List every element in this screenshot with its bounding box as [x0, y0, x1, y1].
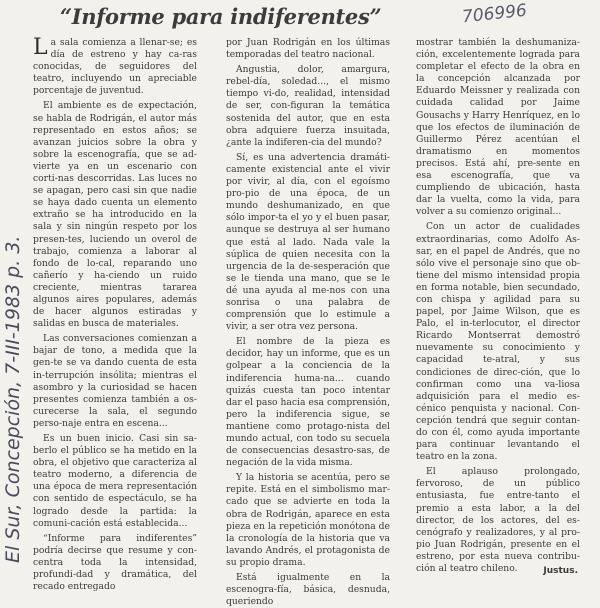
author-signature: Justus.: [543, 566, 578, 576]
article-title: “Informe para indiferentes”: [60, 4, 382, 29]
article-column-1: [33, 37, 197, 593]
article-column-3: [416, 37, 580, 575]
paragraph: El ambiente es de expectación, se habla de Rodrigán, el autor más representado en estos años; se avanzan juicios sobre la obra y sobre la escenografía, que se ad-vierte ya en un escenario con corti-nas descorridas. Las luces no se apagan, pero casi sin que nadie se haya dado cuenta un elemento extraño se ha introducido en la sala y sin ningún respeto por los presen-tes, luciendo un overol de trabajo, comienza a laborar al fondo de lo-cal, reparando uno cañerío y ha-ciendo un ruido creciente, mientras tararea algunos aires populares, además de hacer algunos estiradas y salidas en busca de materiales.: [33, 100, 197, 330]
paragraph: El aplauso prolongado, fervoroso, de un público entusiasta, fue entre-tanto el premio a esta labor, a la del director, de los actores, del es-cenógrafo y realizadores, y al pro-pio Juan Rodrigán, presente en el estreno, por esta nueva contribu-ción al teatro chileno.: [416, 466, 580, 575]
paragraph: por Juan Rodrigán en los últimas temporadas del teatro nacional.: [226, 37, 390, 61]
drop-cap: L: [33, 35, 48, 60]
paragraph: Es un buen inicio. Casi sin sa-berlo el público se ha metido en la obra, el objetivo que caracteriza al teatro moderno, a diferencia de una época de mera representación con sentido de espectáculo, se ha logrado desde la partida: la comuni-cación está establecida...: [33, 433, 197, 529]
paragraph: Sí, es una advertencia dramáti-camente existencial ante el vivir por vivir, al día, con el egoísmo pro-pio de una época, de un mundo deshumanizado, en que sólo impor-ta el yo y el buen pasar, aunque se destruya al ser humano que está al lado. Nada vale la súplica de quien necesita con la urgencia de la de-sesperación que se le tienda una mano, que se le dé una ayuda al me-nos con una sonrisa o una palabra de comprensión que lo estimule a vivir, a ser otra vez persona.: [226, 151, 390, 333]
paragraph: La sala comienza a llenar-se; es día de estreno y hay ca-ras conocidas, de seguidores del teatro, incluyendo un apreciable porcentaje de juventud.: [33, 35, 197, 97]
paragraph: El nombre de la pieza es decidor, hay un informe, que es un golpear a la conciencia de la indiferencia huma-na... cuando quizás cuesta tan poco intentar dar el paso hacia esa comprensión, pero la indiferencia sigue, se mantiene como protago-nista del mundo actual, con todo su secuela de consecuencias desastro-sas, de negación de la vida misma.: [226, 336, 390, 469]
paragraph: Angustia, dolor, amargura, rebel-día, soledad..., el mismo tiempo vi-do, realidad, intensidad de ser, con-figuran la temática sostenida del autor, que en esta obra adquiere fuerza insuitada, ¿ante la indiferen-cia del mundo?: [226, 64, 390, 148]
article-column-2: [226, 37, 390, 608]
handwritten-source-note: El Sur, Concepción, 7-III-1983 p. 3.: [2, 235, 24, 563]
paragraph: Y la historia se acentúa, pero se repite. Está en el simbolismo mar-cado que se advierte en toda la obra de Rodrigán, aparece en esta pieza en la repetición monótona de la cronología de la historia que va lavando Andrés, el protagonista de su propio drama.: [226, 472, 390, 568]
paragraph: “Informe para indiferentes” podría decirse que resume y con-centra toda la intensidad, profundi-dad y dramática, del recado entregado: [33, 532, 197, 593]
paragraph: Está igualmente en la escenogra-fía, básica, desnuda, queriendo: [226, 572, 390, 608]
paragraph: Las conversaciones comienzan a bajar de tono, a medida que la gen-te se va dando cuenta de esta in-terrupción insólita; mientras el asombro y la curiosidad se hacen presentes comienza también a os-curecerse la sala, el segundo perso-naje entra en escena...: [33, 333, 197, 429]
handwritten-archive-number: 706996: [461, 0, 528, 28]
paragraph: mostrar también la deshumaniza-ción, excelentemente lograda para completar el efecto de la obra en la concepción alcanzada por Eduardo Meissner y realizada con cuidada calidad por Jaime Gousachs y Harry Henríquez, en lo que los efectos de iluminación de Guillermo Pérez acentúan el dramatismo en momentos precisos. Está ahí, pre-sente en esa escenografía, que va cumpliendo de ubicación, hasta dar la vuelta, como la vida, para volver a su comienzo original...: [416, 37, 580, 218]
paragraph: Con un actor de cualidades extraordinarias, como Adolfo As-sar, en el papel de Andrés, que no sólo vive el personaje sino que ob-tiene del mismo intensidad propia en forma notable, bien secundado, con chispa y agilidad para su papel, por Jaime Wilson, que es Palo, el in-terlocutor, el director Ricardo Montserrat demostró nuevamente su conocimiento y capacidad te-atral, y sus condiciones de direc-ción, que lo confirman como una va-liosa adquisición para el medio es-cénico penquista y nacional. Con-cepción tendrá que seguir contan-do con él, como ayuda importante para continuar levantando el teatro en la zona.: [416, 221, 580, 463]
